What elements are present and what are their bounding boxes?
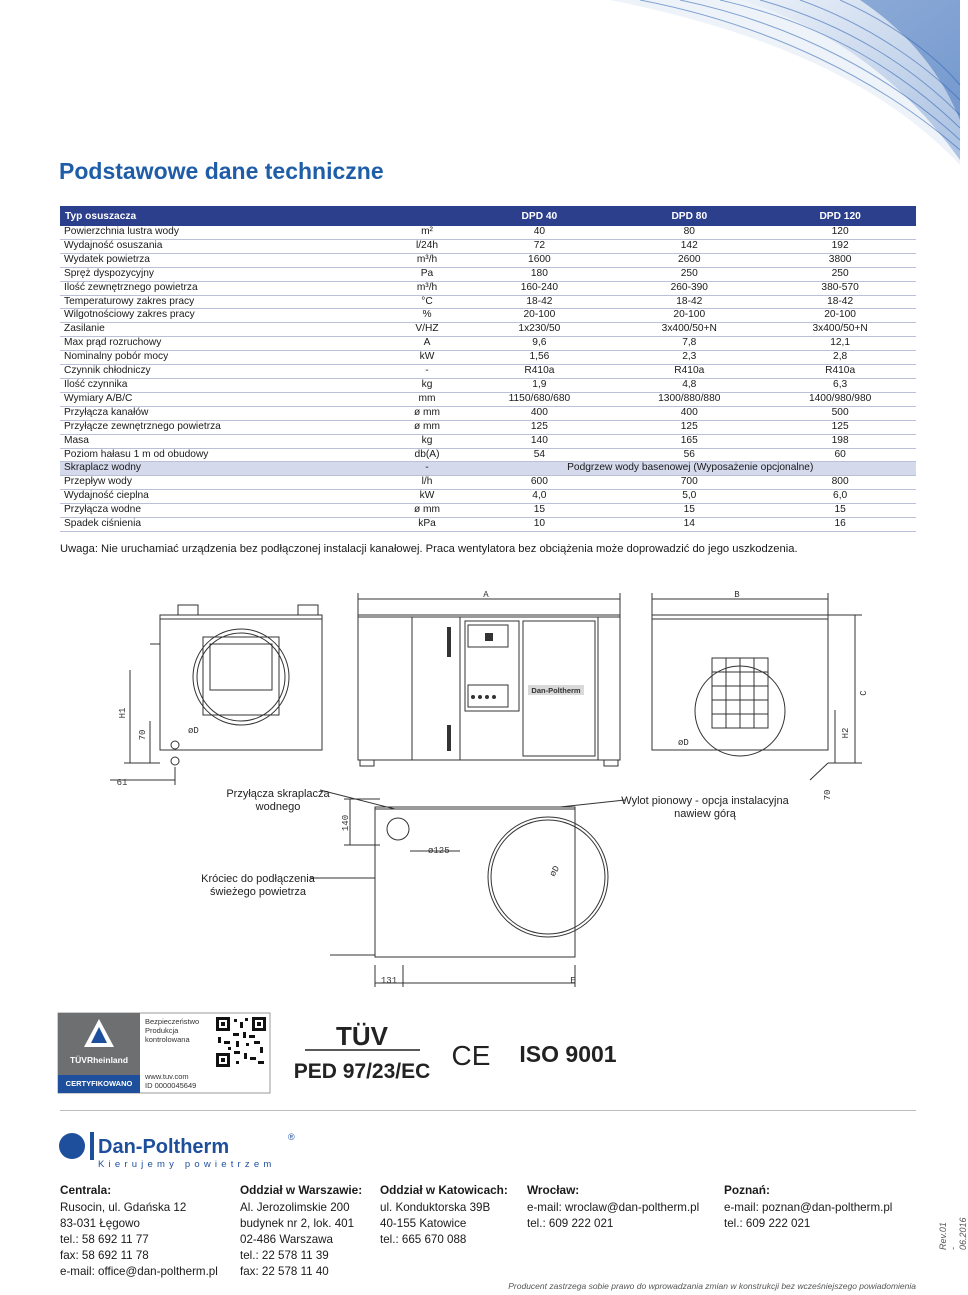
- row-value: 7,8: [614, 337, 764, 351]
- row-unit: V/HZ: [390, 323, 465, 337]
- row-value: 1,9: [464, 378, 614, 392]
- row-value: 125: [464, 420, 614, 434]
- row-unit: m²: [390, 226, 465, 239]
- row-label: Skraplacz wodny: [60, 462, 390, 476]
- table-row: [60, 337, 916, 351]
- row-value: 4,0: [464, 490, 614, 504]
- technical-data-table: [60, 206, 916, 532]
- tuv-box-line3: kontrolowana: [145, 1035, 190, 1044]
- diameter-right-label: øD: [678, 738, 689, 748]
- row-label: Poziom hałasu 1 m od obudowy: [60, 448, 390, 462]
- certification-logos: [0, 1005, 960, 1100]
- row-value: 125: [764, 420, 916, 434]
- row-label: Max prąd rozruchowy: [60, 337, 390, 351]
- row-unit: ø mm: [390, 504, 465, 518]
- table-row: [60, 476, 916, 490]
- row-unit: l/24h: [390, 239, 465, 253]
- table-row: [60, 518, 916, 532]
- dim-h1-label: H1: [118, 707, 128, 719]
- table-row: [60, 392, 916, 406]
- dim-h2-label: H2: [841, 727, 851, 739]
- dim-c-label: C: [859, 690, 869, 696]
- tuv-url-label: www.tuv.com: [145, 1072, 189, 1081]
- row-unit: ø mm: [390, 420, 465, 434]
- table-row: [60, 365, 916, 379]
- contact-heading: Oddział w Warszawie:: [240, 1183, 363, 1197]
- contact-line: tel.: 22 578 11 39: [240, 1249, 329, 1262]
- row-value: 18-42: [764, 295, 916, 309]
- row-unit: -: [390, 365, 465, 379]
- table-row-condenser: [60, 462, 916, 476]
- row-unit: kPa: [390, 518, 465, 532]
- row-value: 18-42: [464, 295, 614, 309]
- table-row: [60, 239, 916, 253]
- callout-condenser-line2: wodnego: [255, 801, 301, 813]
- row-value: 1300/880/880: [614, 392, 764, 406]
- row-label: Zasilanie: [60, 323, 390, 337]
- tuv-big-label: TÜV: [336, 1021, 388, 1051]
- row-unit: kg: [390, 434, 465, 448]
- row-label: Spręż dyspozycyjny: [60, 267, 390, 281]
- row-value: 12,1: [764, 337, 916, 351]
- warning-note: Uwaga: Nie uruchamiać urządzenia bez podłączonej instalacji kanałowej. Praca wentylatora bez obciążenia może doprowadzić do jego uszkodzenia.: [60, 543, 798, 555]
- row-value: 16: [764, 518, 916, 532]
- callout-fresh-line2: świeżego powietrza: [210, 886, 306, 898]
- contact-block: [240, 1182, 362, 1280]
- contact-line: tel.: 609 222 021: [527, 1217, 614, 1230]
- row-value: 3800: [764, 253, 916, 267]
- row-value: 1400/980/980: [764, 392, 916, 406]
- contact-line: e-mail: office@dan-poltherm.pl: [60, 1265, 218, 1278]
- table-row: [60, 323, 916, 337]
- row-unit: mm: [390, 392, 465, 406]
- row-value: R410a: [614, 365, 764, 379]
- table-row: [60, 420, 916, 434]
- row-value: 20-100: [614, 309, 764, 323]
- row-value: 1150/680/680: [464, 392, 614, 406]
- row-value: 15: [764, 504, 916, 518]
- row-value: 2600: [614, 253, 764, 267]
- tuv-box-line2: Produkcja: [145, 1026, 179, 1035]
- row-label: Wilgotnościowy zakres pracy: [60, 309, 390, 323]
- row-label: Spadek ciśnienia: [60, 518, 390, 532]
- tuv-id-label: ID 0000045649: [145, 1081, 197, 1090]
- contact-line: tel.: 665 670 088: [380, 1233, 467, 1246]
- row-unit: °C: [390, 295, 465, 309]
- column-header-dpd120: DPD 120: [764, 206, 916, 226]
- callout-outlet-line2: nawiew górą: [674, 808, 736, 820]
- row-label: Temperaturowy zakres pracy: [60, 295, 390, 309]
- row-label: Wymiary A/B/C: [60, 392, 390, 406]
- contact-line: Al. Jerozolimskie 200: [240, 1201, 350, 1214]
- row-value: 400: [464, 406, 614, 420]
- contact-line: Rusocin, ul. Gdańska 12: [60, 1201, 187, 1214]
- ped-label: PED 97/23/EC: [293, 1060, 431, 1083]
- row-value: 80: [614, 226, 764, 239]
- row-unit: kW: [390, 351, 465, 365]
- row-value: 3x400/50+N: [764, 323, 916, 337]
- table-row: [60, 406, 916, 420]
- row-value: 250: [764, 267, 916, 281]
- table-row: [60, 267, 916, 281]
- page-title: Podstawowe dane techniczne: [59, 158, 384, 184]
- column-header-type: Typ osuszacza: [60, 206, 390, 226]
- iso-label: ISO 9001: [519, 1041, 617, 1067]
- row-value: 3x400/50+N: [614, 323, 764, 337]
- row-unit: kg: [390, 378, 465, 392]
- row-value: 1,56: [464, 351, 614, 365]
- table-row: [60, 281, 916, 295]
- row-unit: %: [390, 309, 465, 323]
- contact-block: [380, 1182, 508, 1248]
- table-row: [60, 226, 916, 239]
- table-row: [60, 253, 916, 267]
- row-value: 198: [764, 434, 916, 448]
- row-value: 400: [614, 406, 764, 420]
- row-value: 1600: [464, 253, 614, 267]
- row-label: Przyłącze zewnętrznego powietrza: [60, 420, 390, 434]
- table-row: [60, 504, 916, 518]
- technical-drawings: [0, 585, 960, 995]
- logo-registered: ®: [288, 1132, 295, 1142]
- row-value: 56: [614, 448, 764, 462]
- contact-line: 02-486 Warszawa: [240, 1233, 334, 1246]
- row-value: 15: [464, 504, 614, 518]
- tuv-box-line1: Bezpieczeństwo: [145, 1017, 200, 1026]
- row-value: 250: [614, 267, 764, 281]
- dim-131-label: 131: [380, 976, 398, 986]
- row-unit: l/h: [390, 476, 465, 490]
- logo-circle-icon: [59, 1133, 85, 1159]
- contact-line: e-mail: poznan@dan-poltherm.pl: [724, 1201, 893, 1214]
- row-label: Wydatek powietrza: [60, 253, 390, 267]
- row-value: 60: [764, 448, 916, 462]
- callout-outlet-line1: Wylot pionowy - opcja instalacyjna: [621, 795, 789, 807]
- row-label: Przyłącza kanałów: [60, 406, 390, 420]
- ce-mark-icon: CE: [451, 1040, 491, 1071]
- contact-line: fax: 22 578 11 40: [240, 1265, 329, 1278]
- table-header-row: [60, 206, 916, 226]
- dim-b-label: B: [734, 590, 740, 600]
- row-value: Podgrzew wody basenowej (Wyposażenie opcjonalne): [464, 462, 916, 476]
- row-value: 380-570: [764, 281, 916, 295]
- logo-name: Dan-Poltherm: [98, 1136, 230, 1158]
- contact-heading: Oddział w Katowicach:: [380, 1183, 508, 1197]
- row-label: Wydajność osuszania: [60, 239, 390, 253]
- row-unit: ø mm: [390, 406, 465, 420]
- dim-a-label: A: [483, 590, 489, 600]
- contact-heading: Poznań:: [724, 1183, 770, 1197]
- row-value: 192: [764, 239, 916, 253]
- row-value: 140: [464, 434, 614, 448]
- contact-line: ul. Konduktorska 39B: [380, 1201, 491, 1214]
- row-label: Masa: [60, 434, 390, 448]
- contact-line: tel.: 58 692 11 77: [60, 1233, 149, 1246]
- row-value: R410a: [764, 365, 916, 379]
- contact-line: 40-155 Katowice: [380, 1217, 467, 1230]
- logo-slogan: Kierujemy powietrzem: [98, 1159, 276, 1170]
- row-value: 9,6: [464, 337, 614, 351]
- table-row: [60, 351, 916, 365]
- dim-70-right-label: 70: [823, 789, 833, 801]
- row-unit: -: [390, 462, 465, 476]
- row-label: Przyłącza wodne: [60, 504, 390, 518]
- contact-line: e-mail: wroclaw@dan-poltherm.pl: [527, 1201, 700, 1214]
- row-value: 6,0: [764, 490, 916, 504]
- contact-heading: Wrocław:: [527, 1183, 580, 1197]
- row-label: Wydajność cieplna: [60, 490, 390, 504]
- row-unit: db(A): [390, 448, 465, 462]
- row-label: Czynnik chłodniczy: [60, 365, 390, 379]
- row-value: 120: [764, 226, 916, 239]
- row-value: 14: [614, 518, 764, 532]
- row-unit: m³/h: [390, 281, 465, 295]
- contact-block: [527, 1182, 699, 1232]
- row-value: 40: [464, 226, 614, 239]
- column-header-dpd40: DPD 40: [464, 206, 614, 226]
- row-unit: kW: [390, 490, 465, 504]
- callout-fresh-line1: Króciec do podłączenia: [201, 873, 315, 885]
- qr-code-icon: [216, 1017, 266, 1067]
- row-unit: A: [390, 337, 465, 351]
- table-row: [60, 448, 916, 462]
- row-value: 2,3: [614, 351, 764, 365]
- company-logo: [58, 1126, 318, 1171]
- dim-70-left-label: 70: [138, 729, 148, 741]
- row-value: 2,8: [764, 351, 916, 365]
- row-value: 72: [464, 239, 614, 253]
- footer-divider: [60, 1110, 916, 1111]
- row-value: 800: [764, 476, 916, 490]
- row-value: 160-240: [464, 281, 614, 295]
- dim-e-label: E: [570, 976, 576, 986]
- decorative-swoosh: [0, 0, 960, 165]
- contact-block: [724, 1182, 892, 1232]
- contact-line: budynek nr 2, lok. 401: [240, 1217, 355, 1230]
- row-value: 20-100: [464, 309, 614, 323]
- row-value: 5,0: [614, 490, 764, 504]
- row-value: 180: [464, 267, 614, 281]
- row-value: 600: [464, 476, 614, 490]
- diameter-125-label: ø125: [428, 846, 450, 856]
- table-row: [60, 434, 916, 448]
- tuv-certified-label: CERTYFIKOWANO: [65, 1079, 133, 1088]
- contact-block: [60, 1182, 218, 1280]
- row-value: R410a: [464, 365, 614, 379]
- row-value: 700: [614, 476, 764, 490]
- device-brand-label: Dan-Poltherm: [531, 686, 581, 695]
- contact-heading: Centrala:: [60, 1183, 112, 1197]
- diameter-left-label: øD: [188, 726, 199, 736]
- table-row: [60, 490, 916, 504]
- row-unit: m³/h: [390, 253, 465, 267]
- row-value: 260-390: [614, 281, 764, 295]
- row-value: 165: [614, 434, 764, 448]
- row-label: Ilość czynnika: [60, 378, 390, 392]
- row-value: 10: [464, 518, 614, 532]
- revision-label: Rev.01 - 06.2016: [938, 1217, 968, 1250]
- table-row: [60, 378, 916, 392]
- row-label: Przepływ wody: [60, 476, 390, 490]
- table-row: [60, 309, 916, 323]
- dim-140-label: 140: [341, 814, 351, 832]
- callout-condenser-line1: Przyłącza skraplacza: [226, 788, 330, 800]
- row-value: 4,8: [614, 378, 764, 392]
- row-value: 54: [464, 448, 614, 462]
- contact-line: 83-031 Łęgowo: [60, 1217, 140, 1230]
- row-label: Nominalny pobór mocy: [60, 351, 390, 365]
- row-value: 1x230/50: [464, 323, 614, 337]
- column-header-unit: [390, 206, 465, 226]
- row-value: 20-100: [764, 309, 916, 323]
- row-label: Powierzchnia lustra wody: [60, 226, 390, 239]
- row-value: 125: [614, 420, 764, 434]
- row-value: 142: [614, 239, 764, 253]
- row-value: 6,3: [764, 378, 916, 392]
- row-value: 15: [614, 504, 764, 518]
- column-header-dpd80: DPD 80: [614, 206, 764, 226]
- row-label: Ilość zewnętrznego powietrza: [60, 281, 390, 295]
- disclaimer: Producent zastrzega sobie prawo do wprowadzania zmian w konstrukcji bez wcześniejszego powiadomienia: [508, 1281, 916, 1291]
- diameter-bottom-label: øD: [547, 864, 563, 879]
- row-unit: Pa: [390, 267, 465, 281]
- tuv-brand-label: TÜVRheinland: [69, 1055, 129, 1065]
- contact-line: tel.: 609 222 021: [724, 1217, 811, 1230]
- table-row: [60, 295, 916, 309]
- dim-61-label: 61: [116, 778, 128, 788]
- row-value: 18-42: [614, 295, 764, 309]
- row-value: 500: [764, 406, 916, 420]
- contact-line: fax: 58 692 11 78: [60, 1249, 149, 1262]
